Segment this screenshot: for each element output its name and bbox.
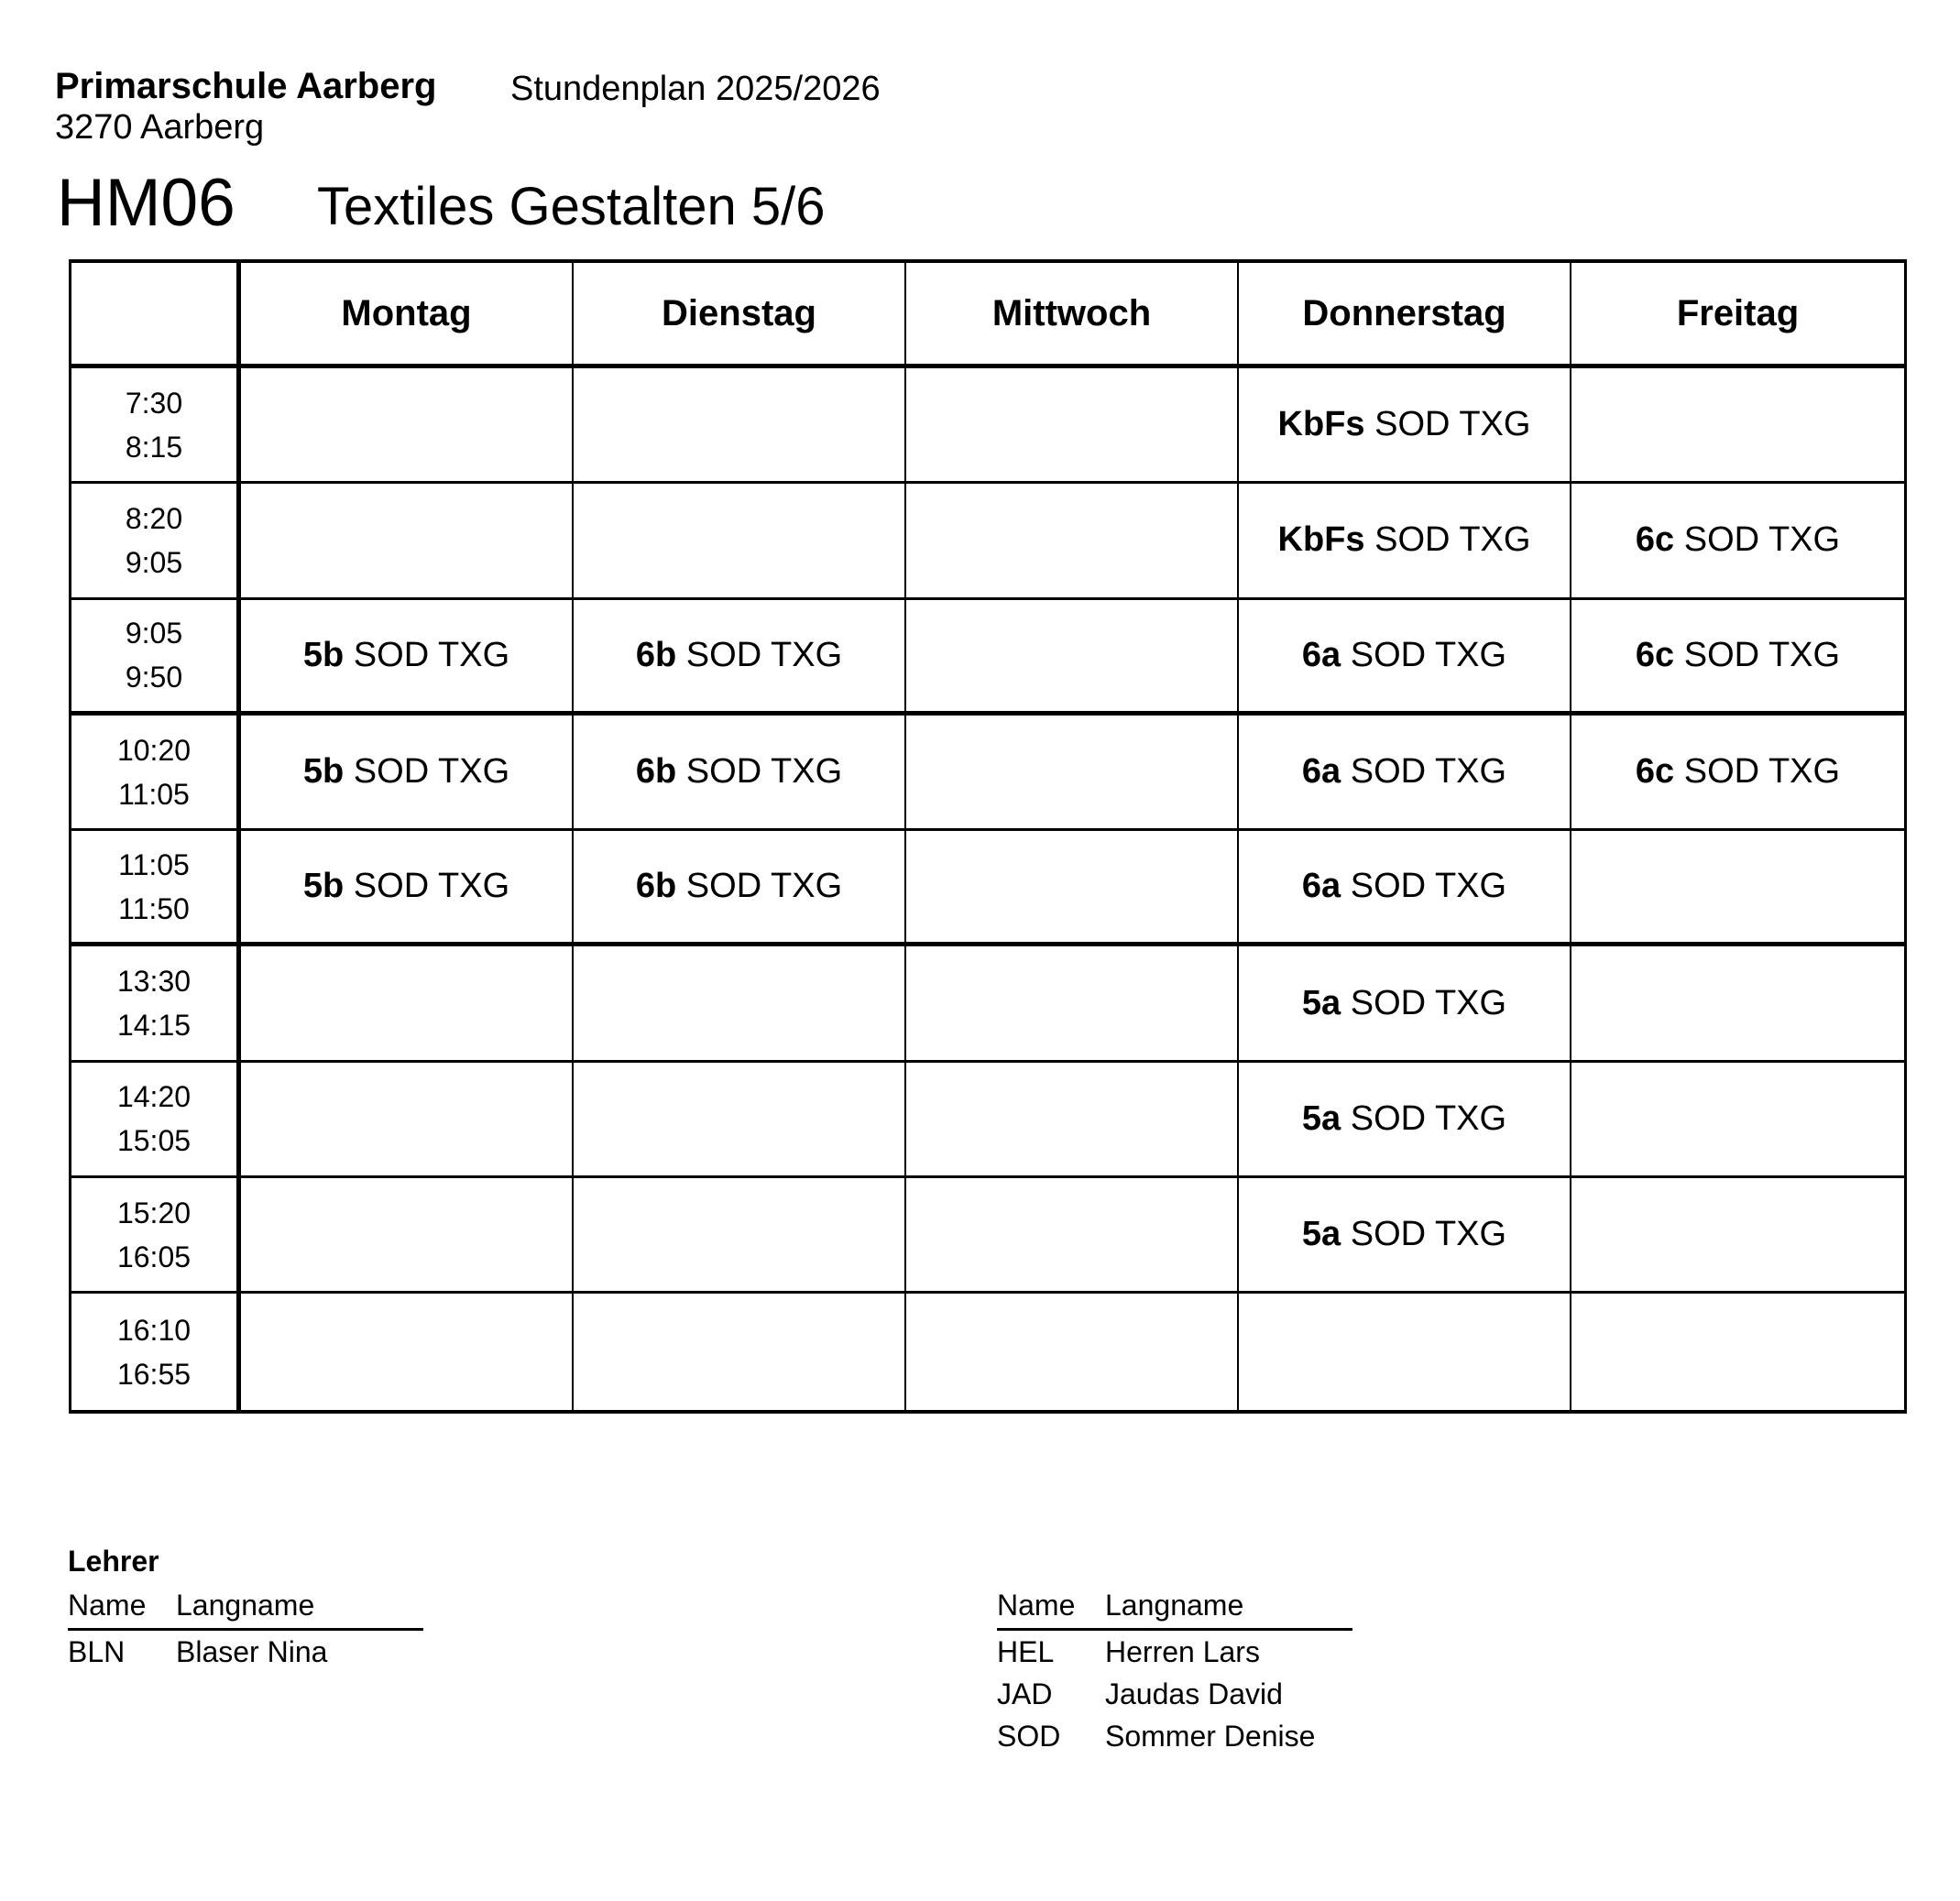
lesson-group: 6c [1635,752,1675,792]
teacher-abbr: HEL [997,1635,1055,1668]
lesson-cell [241,600,574,716]
lesson-group: 6c [1635,520,1675,560]
empty-cell [241,484,574,599]
lesson-cell [574,716,906,831]
teacher-abbr: JAD [997,1677,1053,1710]
lesson-cell [1239,1178,1571,1294]
lesson-detail: SOD TXG [1364,520,1531,560]
empty-cell [906,831,1239,946]
teacher-name: Sommer Denise [1105,1720,1316,1753]
lesson-cell [1239,1063,1571,1178]
lesson-group: 6c [1635,635,1675,674]
legend-column-headers [997,1589,1352,1631]
lesson-detail: SOD TXG [1341,635,1507,674]
empty-cell [241,1294,574,1409]
timetable [69,259,1907,1414]
time-slot: 14:20 15:05 [71,1063,241,1178]
time-slot: 7:30 8:15 [71,368,241,484]
plan-title: Stundenplan 2025/2026 [510,70,881,108]
empty-cell [574,946,906,1062]
empty-cell [574,1178,906,1294]
lesson-cell [574,600,906,716]
teacher-row [997,1673,1428,1715]
school-address: 3270 Aarberg [55,108,265,147]
lesson-detail: SOD TXG [1674,520,1841,560]
lesson-group: 5b [302,867,345,906]
lesson-group: 5a [1301,1215,1341,1254]
legend-heading: Lehrer [68,1545,159,1578]
lesson-cell [574,831,906,946]
lesson-cell [1571,716,1904,831]
day-header: Dienstag [574,263,906,368]
time-slot: 10:20 11:05 [71,716,241,831]
time-slot: 8:20 9:05 [71,484,241,599]
lesson-cell [1239,831,1571,946]
teacher-name: Jaudas David [1105,1677,1283,1710]
teacher-abbr: BLN [68,1635,126,1668]
lesson-detail: SOD TXG [676,867,843,906]
lesson-group: 5b [302,635,345,674]
lesson-group: 5b [302,752,345,792]
legend-column-headers [68,1589,423,1631]
empty-cell [906,716,1239,831]
empty-cell [241,368,574,484]
empty-cell [241,1178,574,1294]
corner-cell [71,263,241,368]
empty-cell [1571,946,1904,1062]
empty-cell [1571,831,1904,946]
lesson-group: 6b [635,752,677,792]
empty-cell [574,1063,906,1178]
lesson-group: 5a [1301,983,1341,1022]
empty-cell [1571,1063,1904,1178]
teacher-row [997,1631,1428,1673]
teacher-row [997,1715,1428,1757]
lesson-cell [1571,484,1904,599]
lesson-detail: SOD TXG [1341,1098,1507,1138]
teacher-name: Herren Lars [1105,1635,1260,1668]
legend-col-abbr: Name [997,1589,1076,1622]
day-header: Mittwoch [906,263,1239,368]
day-header: Donnerstag [1239,263,1571,368]
lesson-detail: SOD TXG [1341,752,1507,792]
empty-cell [574,368,906,484]
lesson-cell [241,831,574,946]
time-slot: 13:30 14:15 [71,946,241,1062]
lesson-cell [1239,484,1571,599]
empty-cell [906,368,1239,484]
day-header: Montag [241,263,574,368]
room-code: HM06 [57,166,235,240]
teacher-list-right [997,1589,1428,1757]
empty-cell [906,1294,1239,1409]
lesson-detail: SOD TXG [344,752,510,792]
time-slot: 16:10 16:55 [71,1294,241,1409]
lesson-group: KbFs [1277,405,1365,444]
lesson-detail: SOD TXG [676,752,843,792]
lesson-cell [1239,368,1571,484]
lesson-cell [1571,600,1904,716]
teacher-row [68,1631,498,1673]
empty-cell [241,946,574,1062]
lesson-detail: SOD TXG [1341,983,1507,1022]
legend-col-full: Langname [176,1589,315,1622]
lesson-group: 6b [635,867,677,906]
lesson-group: KbFs [1277,520,1365,560]
school-name: Primarschule Aarberg [55,66,437,106]
empty-cell [1239,1294,1571,1409]
lesson-cell [1239,946,1571,1062]
lesson-detail: SOD TXG [1341,867,1507,906]
empty-cell [906,484,1239,599]
lesson-detail: SOD TXG [344,867,510,906]
day-header: Freitag [1571,263,1904,368]
empty-cell [906,946,1239,1062]
empty-cell [906,600,1239,716]
lesson-cell [241,716,574,831]
empty-cell [906,1063,1239,1178]
time-slot: 9:05 9:50 [71,600,241,716]
empty-cell [1571,1294,1904,1409]
teacher-abbr: SOD [997,1720,1061,1753]
lesson-detail: SOD TXG [1364,405,1531,444]
empty-cell [1571,1178,1904,1294]
lesson-group: 6a [1301,635,1341,674]
lesson-group: 5a [1301,1098,1341,1138]
lesson-group: 6b [635,635,677,674]
empty-cell [574,484,906,599]
empty-cell [906,1178,1239,1294]
lesson-detail: SOD TXG [1341,1215,1507,1254]
empty-cell [241,1063,574,1178]
teacher-list-left [68,1589,498,1673]
time-slot: 15:20 16:05 [71,1178,241,1294]
teacher-name: Blaser Nina [176,1635,328,1668]
lesson-detail: SOD TXG [1674,752,1841,792]
empty-cell [574,1294,906,1409]
lesson-group: 6a [1301,752,1341,792]
legend-col-full: Langname [1105,1589,1244,1622]
subject-title: Textiles Gestalten 5/6 [317,177,826,236]
lesson-detail: SOD TXG [676,635,843,674]
lesson-cell [1239,600,1571,716]
lesson-group: 6a [1301,867,1341,906]
lesson-detail: SOD TXG [1674,635,1841,674]
lesson-detail: SOD TXG [344,635,510,674]
legend-col-abbr: Name [68,1589,147,1622]
time-slot: 11:05 11:50 [71,831,241,946]
empty-cell [1571,368,1904,484]
lesson-cell [1239,716,1571,831]
